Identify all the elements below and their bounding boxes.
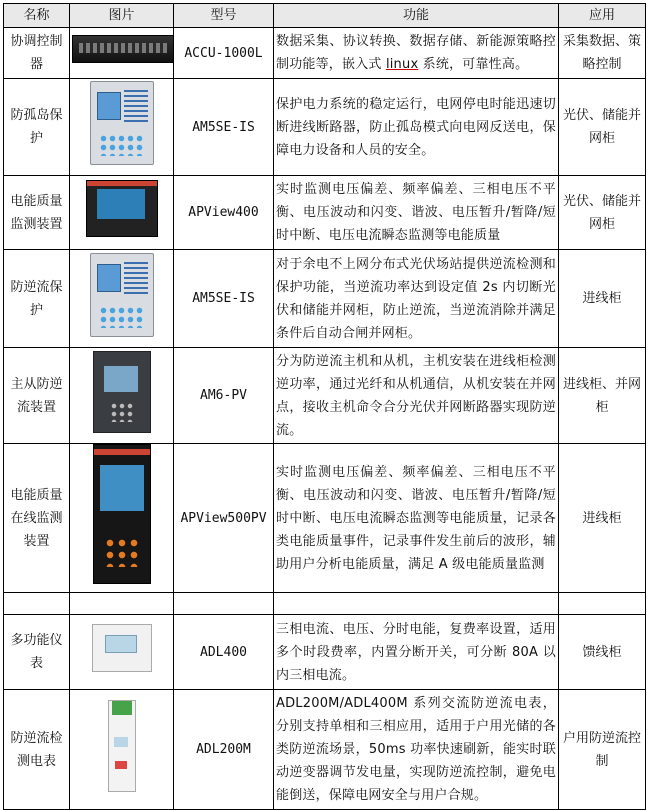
function-text-linux: linux [385,57,419,72]
device-model: ACCU-1000L [174,28,274,79]
device-model: APView400 [174,176,274,250]
din-rail-meter-icon [92,624,152,672]
device-model: ADL200M [174,690,274,810]
empty-row [4,593,646,615]
device-name: 防逆流检测电表 [4,690,70,810]
device-image [70,444,174,593]
device-model: AM5SE-IS [174,79,274,176]
empty-cell [559,593,646,615]
device-image [70,615,174,690]
device-image [70,176,174,250]
device-function: 分为防逆流主机和从机，主机安装在进线柜检测逆功率，通过光纤和从机通信，从机安装在并网点，接收主机命令合分光伏并网断路器实现防逆流。 [274,348,559,444]
device-function: 三相电流、电压、分时电能，复费率设置，适用多个时段费率，内置分断开关，可分断 80A 以内三相电流。 [274,615,559,690]
device-application: 进线柜、并网柜 [559,348,646,444]
header-image: 图片 [70,4,174,28]
device-function [274,28,559,79]
device-name: 防孤岛保护 [4,79,70,176]
function-text-end: 系统，可靠性高。 [418,57,529,72]
power-quality-meter-icon [86,180,158,237]
empty-cell [4,593,70,615]
device-application: 进线柜 [559,444,646,593]
empty-cell [274,593,559,615]
device-function: 实时监测电压偏差、频率偏差、三相电压不平衡、电压波动和闪变、谐波、电压暂升/暂降/短时中断、电压电流瞬态监测等电能质量 [274,176,559,250]
device-application: 光伏、储能并网柜 [559,176,646,250]
header-function: 功能 [274,4,559,28]
device-application: 馈线柜 [559,615,646,690]
device-name: 防逆流保护 [4,250,70,348]
device-image [70,690,174,810]
empty-cell [70,593,174,615]
table-row [4,176,646,250]
header-row [4,4,646,28]
device-model: AM6-PV [174,348,274,444]
empty-cell [174,593,274,615]
controller-rack-icon [72,35,174,63]
device-model: APView500PV [174,444,274,593]
device-name: 多功能仪表 [4,615,70,690]
device-function: 对于余电不上网分布式光伏场站提供逆流检测和保护功能，当逆流功率达到设定值 2s 内切断光伏和储能并网柜，防止逆流，当逆流消除并满足条件后自动合闸并网柜。 [274,250,559,348]
device-spec-table [3,3,646,810]
device-name: 主从防逆流装置 [4,348,70,444]
table-row [4,28,646,79]
table-row [4,348,646,444]
device-image [70,28,174,79]
device-image [70,79,174,176]
table-row [4,690,646,810]
device-name: 协调控制器 [4,28,70,79]
device-function: 实时监测电压偏差、频率偏差、三相电压不平衡、电压波动和闪变、谐波、电压暂升/暂降/短时中断、电压电流瞬态监测等电能质量，记录各类电能质量事件，记录事件发生前后的波形，辅助用户分析电能质量，满足 A 级电能质量监测 [274,444,559,593]
table-row [4,250,646,348]
function-text: 数据采集、协议转换、数据存储、新能源策略控制功能等，嵌入式 [276,34,556,72]
protection-relay-icon [90,81,154,165]
protection-relay-icon [90,253,154,337]
table-row [4,615,646,690]
header-application: 应用 [559,4,646,28]
device-image [70,348,174,444]
device-application: 进线柜 [559,250,646,348]
device-application: 光伏、储能并网柜 [559,79,646,176]
device-application: 户用防逆流控制 [559,690,646,810]
device-image [70,250,174,348]
header-model: 型号 [174,4,274,28]
device-model: AM5SE-IS [174,250,274,348]
device-function: 保护电力系统的稳定运行，电网停电时能迅速切断进线断路器，防止孤岛模式向电网反送电，保障电力设备和人员的安全。 [274,79,559,176]
single-phase-meter-icon [108,700,136,792]
table-row [4,444,646,593]
table-row [4,79,646,176]
online-monitor-icon [93,444,151,584]
device-name: 电能质量监测装置 [4,176,70,250]
device-application: 采集数据、策略控制 [559,28,646,79]
anti-backflow-device-icon [93,351,151,433]
device-model: ADL400 [174,615,274,690]
device-name: 电能质量在线监测装置 [4,444,70,593]
device-function: ADL200M/ADL400M 系列交流防逆流电表，分别支持单相和三相应用，适用于户用光储的各类防逆流场景，50ms 功率快速刷新，能实时联动逆变器调节发电量，实现防逆流控制，避免电能倒送，保障电网安全与用户合规。 [274,690,559,810]
header-name: 名称 [4,4,70,28]
